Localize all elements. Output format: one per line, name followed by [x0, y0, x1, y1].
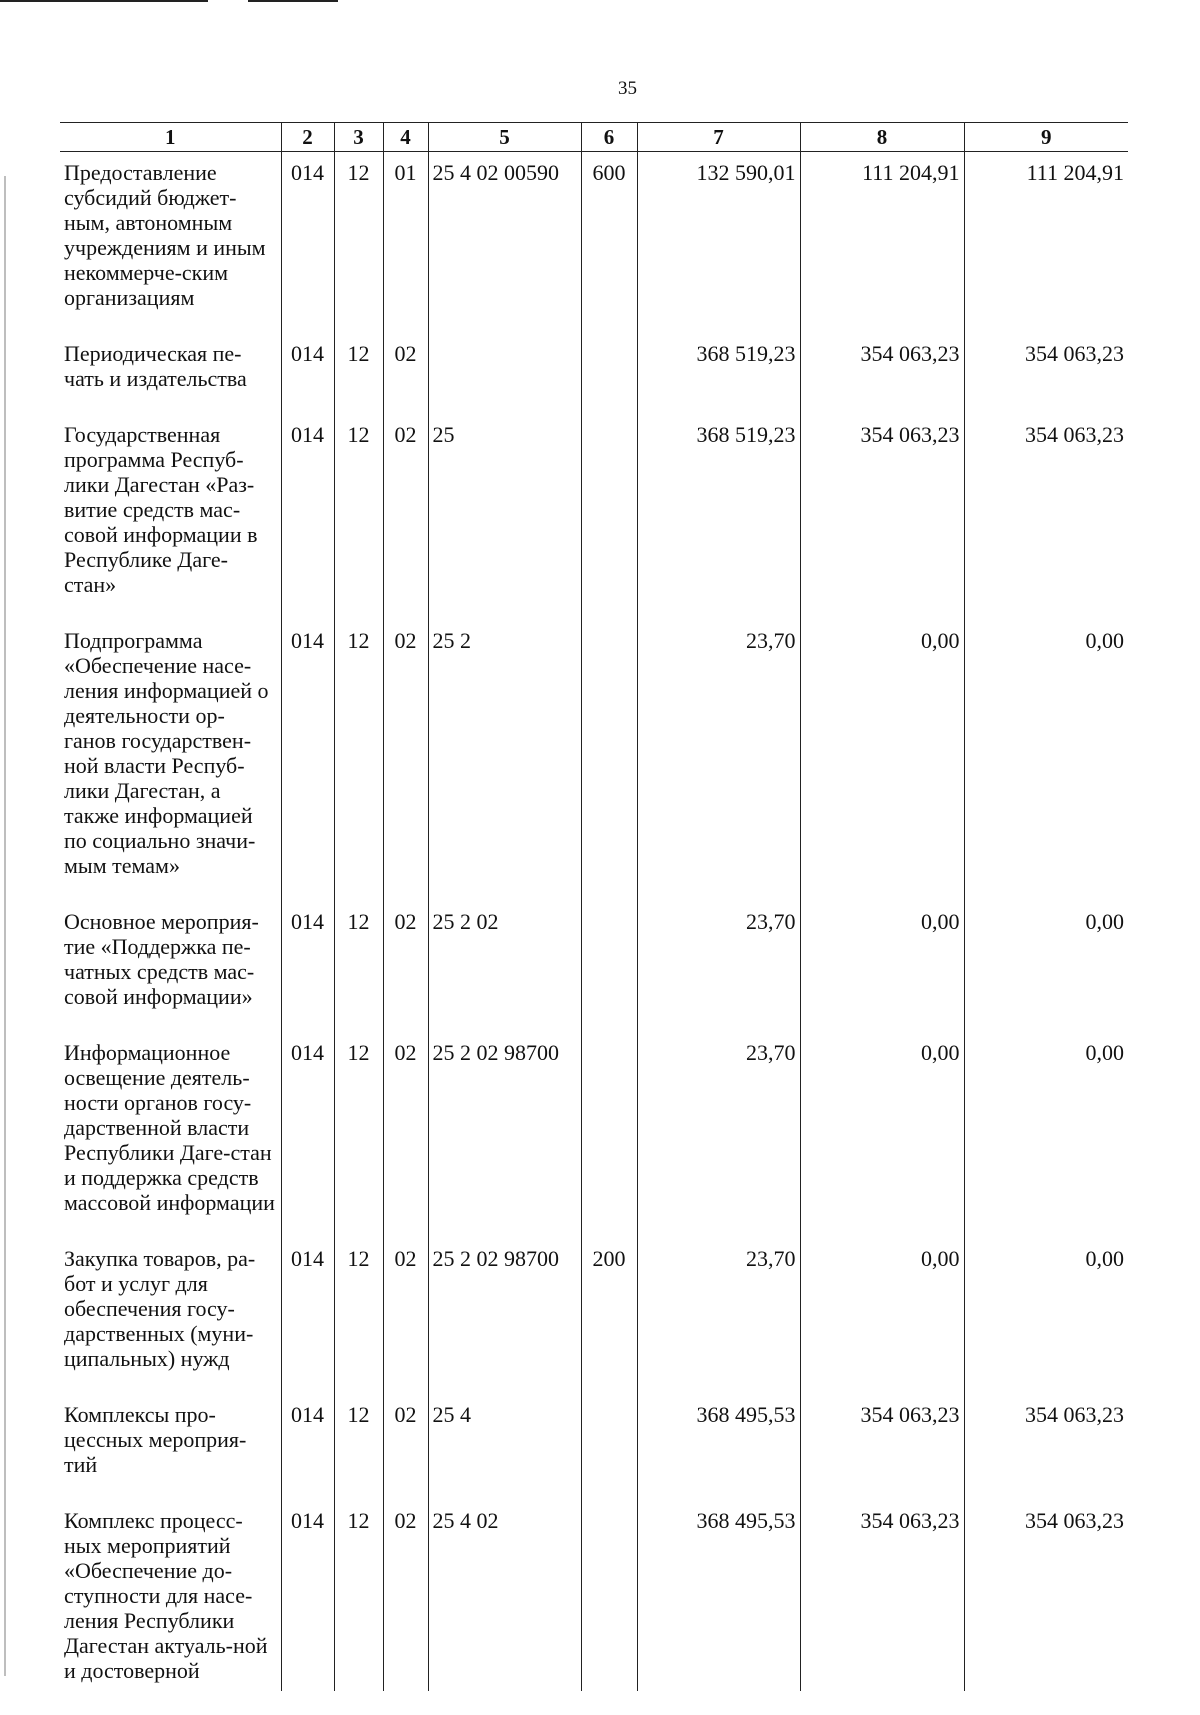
column-header-4: 4: [383, 123, 428, 152]
row-name: Подпрограмма «Обеспечение насе-ления информацией о деятельности ор-ганов государствен-ной власти Респуб-лики Дагестан, а также информацией по социально значи-мым темам»: [64, 628, 269, 878]
ministry-code: 014: [281, 1394, 334, 1500]
amount-col-9: 354 063,23: [964, 1394, 1128, 1500]
section-code: 12: [334, 901, 383, 1032]
amount-col-8: 0,00: [800, 901, 964, 1032]
amount-col-7: 132 590,01: [637, 152, 800, 334]
amount-col-7: 368 519,23: [637, 333, 800, 414]
expense-type-code: [581, 414, 637, 620]
row-name: Предоставление субсидий бюджет-ным, автономным учреждениям и иным некоммерче-ским организациям: [64, 160, 266, 310]
target-article-code: 25 2 02: [428, 901, 581, 1032]
target-article-code: [428, 333, 581, 414]
ministry-code: 014: [281, 152, 334, 334]
table-row: [60, 1238, 1128, 1394]
expense-type-code: 200: [581, 1238, 637, 1394]
target-article-code: 25 2 02 98700: [428, 1032, 581, 1238]
amount-col-7: 368 495,53: [637, 1500, 800, 1691]
amount-col-8: 354 063,23: [800, 1394, 964, 1500]
ministry-code: 014: [281, 901, 334, 1032]
table-row: [60, 414, 1128, 620]
expense-type-code: [581, 901, 637, 1032]
ministry-code: 014: [281, 414, 334, 620]
column-header-8: 8: [800, 123, 964, 152]
ministry-code: 014: [281, 1238, 334, 1394]
top-scan-rule-right: [248, 0, 338, 2]
amount-col-9: 0,00: [964, 901, 1128, 1032]
column-header-9: 9: [964, 123, 1128, 152]
top-scan-rule-left: [0, 0, 208, 2]
subsection-code: 02: [383, 901, 428, 1032]
expense-type-code: [581, 620, 637, 901]
column-header-5: 5: [428, 123, 581, 152]
amount-col-7: 23,70: [637, 1032, 800, 1238]
table-row: [60, 901, 1128, 1032]
amount-col-9: 0,00: [964, 1032, 1128, 1238]
left-scan-margin-line: [4, 176, 6, 1676]
table-row: [60, 333, 1128, 414]
section-code: 12: [334, 620, 383, 901]
table-row: [60, 1394, 1128, 1500]
section-code: 12: [334, 152, 383, 334]
amount-col-9: 354 063,23: [964, 333, 1128, 414]
target-article-code: 25 4: [428, 1394, 581, 1500]
expense-type-code: [581, 1032, 637, 1238]
column-header-1: 1: [60, 123, 281, 152]
column-header-2: 2: [281, 123, 334, 152]
expense-type-code: 600: [581, 152, 637, 334]
row-name: Периодическая пе-чать и издательства: [64, 341, 247, 391]
amount-col-7: 368 495,53: [637, 1394, 800, 1500]
subsection-code: 02: [383, 1394, 428, 1500]
amount-col-7: 368 519,23: [637, 414, 800, 620]
subsection-code: 02: [383, 333, 428, 414]
ministry-code: 014: [281, 620, 334, 901]
expense-type-code: [581, 1500, 637, 1691]
row-name: Комплексы про-цессных мероприя-тий: [64, 1402, 247, 1477]
amount-col-9: 354 063,23: [964, 1500, 1128, 1691]
amount-col-8: 354 063,23: [800, 414, 964, 620]
amount-col-8: 0,00: [800, 620, 964, 901]
amount-col-7: 23,70: [637, 1238, 800, 1394]
row-name: Основное мероприя-тие «Поддержка пе-чатных средств мас-совой информации»: [64, 909, 259, 1009]
subsection-code: 02: [383, 1032, 428, 1238]
expense-type-code: [581, 333, 637, 414]
column-header-3: 3: [334, 123, 383, 152]
budget-table: [60, 122, 1128, 1691]
section-code: 12: [334, 1238, 383, 1394]
section-code: 12: [334, 1032, 383, 1238]
column-header-7: 7: [637, 123, 800, 152]
subsection-code: 01: [383, 152, 428, 334]
section-code: 12: [334, 1394, 383, 1500]
table-row: [60, 620, 1128, 901]
ministry-code: 014: [281, 1032, 334, 1238]
target-article-code: 25 2 02 98700: [428, 1238, 581, 1394]
amount-col-8: 354 063,23: [800, 333, 964, 414]
row-name: Комплекс процесс-ных мероприятий «Обеспечение до-ступности для насе-ления Республики Дагестан актуаль-ной и достоверной: [64, 1508, 268, 1683]
row-name: Государственная программа Респуб-лики Дагестан «Раз-витие средств мас-совой информации в Республике Даге-стан»: [64, 422, 258, 597]
ministry-code: 014: [281, 333, 334, 414]
target-article-code: 25 4 02: [428, 1500, 581, 1691]
column-header-6: 6: [581, 123, 637, 152]
target-article-code: 25 2: [428, 620, 581, 901]
amount-col-9: 354 063,23: [964, 414, 1128, 620]
amount-col-8: 354 063,23: [800, 1500, 964, 1691]
amount-col-8: 111 204,91: [800, 152, 964, 334]
amount-col-8: 0,00: [800, 1238, 964, 1394]
subsection-code: 02: [383, 1238, 428, 1394]
row-name: Информационное освещение деятель-ности органов госу-дарственной власти Республики Даге-стан и поддержка средств массовой информации: [64, 1040, 275, 1215]
header-row: [60, 123, 1128, 152]
table-row: [60, 1032, 1128, 1238]
section-code: 12: [334, 1500, 383, 1691]
amount-col-7: 23,70: [637, 620, 800, 901]
target-article-code: 25: [428, 414, 581, 620]
amount-col-7: 23,70: [637, 901, 800, 1032]
subsection-code: 02: [383, 620, 428, 901]
ministry-code: 014: [281, 1500, 334, 1691]
section-code: 12: [334, 333, 383, 414]
target-article-code: 25 4 02 00590: [428, 152, 581, 334]
subsection-code: 02: [383, 1500, 428, 1691]
amount-col-9: 111 204,91: [964, 152, 1128, 334]
subsection-code: 02: [383, 414, 428, 620]
table-row: [60, 1500, 1128, 1691]
table-row: [60, 152, 1128, 334]
amount-col-8: 0,00: [800, 1032, 964, 1238]
section-code: 12: [334, 414, 383, 620]
amount-col-9: 0,00: [964, 620, 1128, 901]
amount-col-9: 0,00: [964, 1238, 1128, 1394]
page-number: 35: [618, 78, 637, 99]
row-name: Закупка товаров, ра-бот и услуг для обеспечения госу-дарственных (муни-ципальных) нужд: [64, 1246, 256, 1371]
expense-type-code: [581, 1394, 637, 1500]
